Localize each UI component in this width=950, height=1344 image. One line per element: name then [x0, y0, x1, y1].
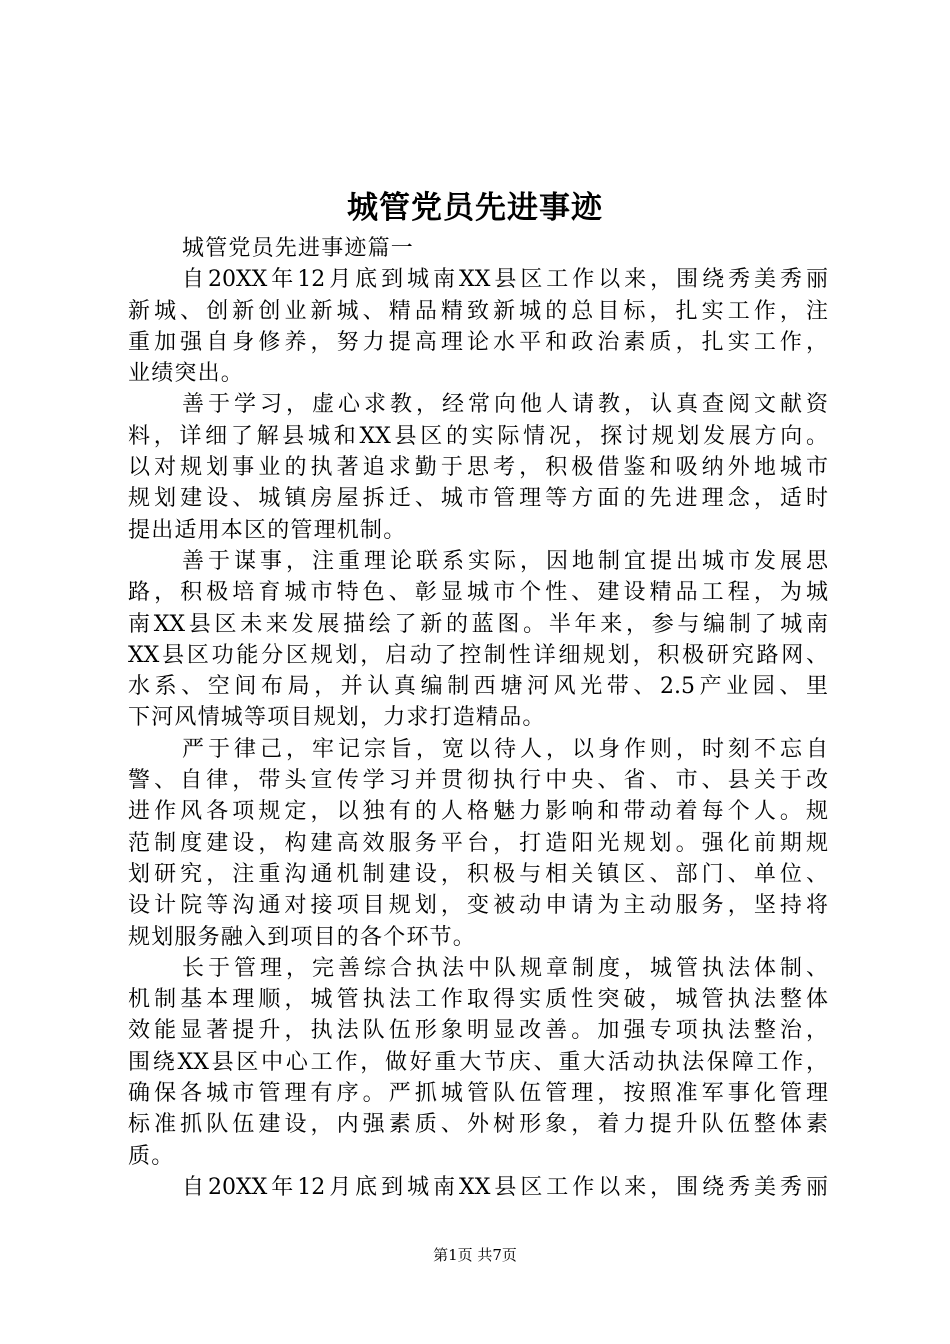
text-line: 南XX县区未来发展描绘了新的蓝图。半年来，参与编制了城南: [128, 611, 828, 637]
text-line: 新城、创新创业新城、精品精致新城的总目标，扎实工作，注: [128, 298, 828, 324]
text-line: XX县区功能分区规划，启动了控制性详细规划，积极研究路网、: [128, 642, 828, 668]
document-title: 城管党员先进事迹: [347, 190, 603, 226]
text-line: 自20XX年12月底到城南XX县区工作以来，围绕秀美秀丽: [182, 1174, 828, 1200]
text-line: 确保各城市管理有序。严抓城管队伍管理，按照准军事化管理: [128, 1081, 828, 1107]
page-number: 第1页 共7页: [433, 1246, 517, 1264]
text-line: 标准抓队伍建设，内强素质、外树形象，着力提升队伍整体素: [128, 1112, 828, 1138]
text-line: 严于律己，牢记宗旨，宽以待人，以身作则，时刻不忘自: [182, 736, 828, 762]
text-line: 设计院等沟通对接项目规划，变被动申请为主动服务，坚持将: [128, 893, 828, 919]
text-line: 提出适用本区的管理机制。: [128, 517, 407, 543]
text-line: 规划服务融入到项目的各个环节。: [128, 924, 477, 950]
text-line: 长于管理，完善综合执法中队规章制度，城管执法体制、: [182, 955, 828, 981]
section-heading: 城管党员先进事迹篇一: [182, 236, 415, 261]
text-line: 范制度建设，构建高效服务平台，打造阳光规划。强化前期规: [128, 830, 828, 856]
text-line: 围绕XX县区中心工作，做好重大节庆、重大活动执法保障工作，: [128, 1049, 828, 1075]
text-line: 规划建设、城镇房屋拆迁、城市管理等方面的先进理念，适时: [128, 486, 828, 512]
text-line: 效能显著提升，执法队伍形象明显改善。加强专项执法整治，: [128, 1018, 828, 1044]
text-line: 路，积极培育城市特色、彰显城市个性、建设精品工程，为城: [128, 580, 828, 606]
text-line: 善于学习，虚心求教，经常向他人请教，认真查阅文献资: [182, 392, 828, 418]
text-line: 进作风各项规定，以独有的人格魅力影响和带动着每个人。规: [128, 799, 828, 825]
text-line: 下河风情城等项目规划，力求打造精品。: [128, 705, 546, 731]
text-line: 以对规划事业的执著追求勤于思考，积极借鉴和吸纳外地城市: [128, 455, 828, 481]
text-line: 水系、空间布局，并认真编制西塘河风光带、2.5产业园、里: [128, 674, 828, 700]
text-line: 料，详细了解县城和XX县区的实际情况，探讨规划发展方向。: [128, 423, 828, 449]
text-line: 重加强自身修养，努力提高理论水平和政治素质，扎实工作，: [128, 329, 828, 355]
text-line: 质。: [128, 1143, 175, 1169]
text-line: 业绩突出。: [128, 361, 245, 387]
document-body: [128, 233, 828, 1203]
text-line: 警、自律，带头宣传学习并贯彻执行中央、省、市、县关于改: [128, 768, 828, 794]
text-line: 机制基本理顺，城管执法工作取得实质性突破，城管执法整体: [128, 987, 828, 1013]
text-line: 划研究，注重沟通机制建设，积极与相关镇区、部门、单位、: [128, 861, 828, 887]
text-line: 自20XX年12月底到城南XX县区工作以来，围绕秀美秀丽: [182, 267, 828, 293]
text-line: 善于谋事，注重理论联系实际，因地制宜提出城市发展思: [182, 548, 828, 574]
